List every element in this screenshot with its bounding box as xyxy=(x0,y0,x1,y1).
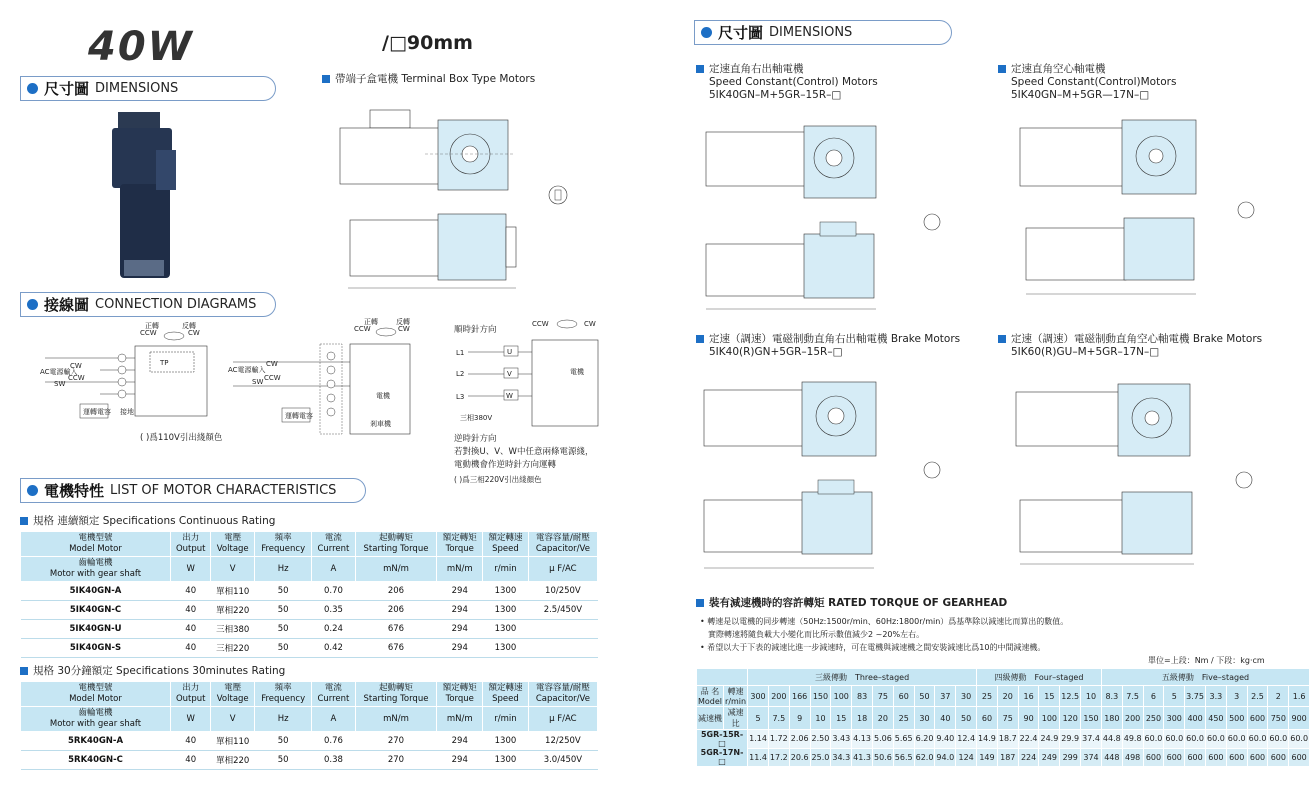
torque-cell: 5.06 xyxy=(872,730,893,749)
torque-cell: 7.5 xyxy=(768,707,789,730)
torque-cell: 18.7 xyxy=(997,730,1018,749)
torque-cell: 75 xyxy=(997,707,1018,730)
torque-cell: 600 xyxy=(1289,748,1310,767)
note-220v: ( )爲三相220V引出綫顏色 xyxy=(454,475,542,484)
square-bullet-icon xyxy=(696,599,704,607)
ground-label: 接地 xyxy=(120,408,134,416)
torque-note-2: 實際轉速將隨負載大小變化而比所示數值減少2 ~20%左右。 xyxy=(708,630,925,639)
torque-cell: 60 xyxy=(893,686,914,707)
torque-cell: 600 xyxy=(1226,748,1247,767)
torque-cell: 250 xyxy=(1143,707,1164,730)
torque-cell: 30 xyxy=(956,686,977,707)
square-bullet-icon xyxy=(20,517,28,525)
torque-cell: 8.3 xyxy=(1101,686,1122,707)
right-dimensions-section-header: 尺寸圖 DIMENSIONS xyxy=(694,20,952,45)
torque-cell: 94.0 xyxy=(935,748,956,767)
terminal-u: U xyxy=(507,348,513,356)
forward-label: 正轉 xyxy=(145,322,159,330)
square-bullet-icon xyxy=(696,65,704,73)
drawing-caption-1: 定速直角右出軸電機 Speed Constant(Control) Motors 5IK40GN–M+5GR–15R–□ xyxy=(696,63,878,102)
torque-cell: 50 xyxy=(956,707,977,730)
characteristics-section-header: 電機特性 LIST OF MOTOR CHARACTERISTICS xyxy=(20,478,366,503)
torque-cell: 50.6 xyxy=(872,748,893,767)
ccw-note-1: 若對換U、V、W中任意兩條電源綫， xyxy=(454,447,594,457)
torque-cell: 50 xyxy=(914,686,935,707)
cw-switch-label: CW xyxy=(70,362,82,370)
motor-label-3: 電機 xyxy=(570,368,584,376)
torque-cell: 600 xyxy=(1185,748,1206,767)
ac-input-label: AC電源輸入 xyxy=(40,368,78,376)
torque-cell: 300 xyxy=(748,686,769,707)
torque-cell: 224 xyxy=(1018,748,1039,767)
torque-note-1: • 轉速是以電機的同步轉速（50Hz:1500r/min、60Hz:1800r/min）爲基準除以減速比而算出的數值。 xyxy=(700,617,1069,626)
cw-switch-label-2: CW xyxy=(266,360,278,368)
torque-cell: 40 xyxy=(935,707,956,730)
torque-cell: 400 xyxy=(1185,707,1206,730)
note-110v: ( )爲110V引出綫顏色 xyxy=(140,433,223,443)
phase-l1: L1 xyxy=(456,349,465,357)
torque-cell: 60.0 xyxy=(1205,730,1226,749)
torque-cell: 374 xyxy=(1081,748,1102,767)
torque-cell: 100 xyxy=(831,686,852,707)
ccw-label-3: CCW xyxy=(532,320,549,328)
torque-unit: 單位=上段：Nm / 下段：kg·cm xyxy=(1148,656,1265,665)
phase-l2: L2 xyxy=(456,370,465,378)
power-title: 40W xyxy=(88,24,194,70)
torque-cell: 29.9 xyxy=(1060,730,1081,749)
torque-cell: 750 xyxy=(1268,707,1289,730)
five-staged-header: 五級傳動 Five–staged xyxy=(1101,669,1309,686)
dimensions-section-header: 尺寸圖 DIMENSIONS xyxy=(20,76,276,101)
torque-cell: 1.6 xyxy=(1289,686,1310,707)
torque-cell: 448 xyxy=(1101,748,1122,767)
torque-cell: 22.4 xyxy=(1018,730,1039,749)
torque-cell: 7.5 xyxy=(1122,686,1143,707)
torque-cell: 44.8 xyxy=(1101,730,1122,749)
torque-cell: 37 xyxy=(935,686,956,707)
drawing-caption-4: 定速（調速）電磁制動直角空心軸電機 Brake Motors 5IK60(R)GU–M+5GR–17N–□ xyxy=(998,333,1262,359)
torque-cell: 600 xyxy=(1143,748,1164,767)
torque-cell: 75 xyxy=(872,686,893,707)
torque-cell: 17.2 xyxy=(768,748,789,767)
torque-section-heading: 裝有減速機時的容許轉矩 RATED TORQUE OF GEARHEAD xyxy=(696,597,1007,610)
torque-cell: 14.9 xyxy=(977,730,998,749)
torque-cell: 41.3 xyxy=(852,748,873,767)
torque-cell: 187 xyxy=(997,748,1018,767)
three-staged-header: 三級傳動 Three–staged xyxy=(748,669,977,686)
switch-label: SW xyxy=(54,380,66,388)
torque-cell: 200 xyxy=(768,686,789,707)
torque-cell: 60 xyxy=(977,707,998,730)
capacitor-label: 運轉電容 xyxy=(83,408,111,416)
square-bullet-icon xyxy=(696,335,704,343)
brake-connection-diagram xyxy=(228,318,418,438)
torque-cell: 3.3 xyxy=(1205,686,1226,707)
torque-cell: 24.9 xyxy=(1039,730,1060,749)
reverse-label-2: 反轉 xyxy=(396,318,410,326)
torque-cell: 20 xyxy=(997,686,1018,707)
table-row: 5IK40GN-S 40 三相220 50 0.42 676 294 1300 xyxy=(21,639,598,658)
torque-cell: 900 xyxy=(1289,707,1310,730)
torque-cell: 60.0 xyxy=(1289,730,1310,749)
torque-cell: 2 xyxy=(1268,686,1289,707)
continuous-rating-heading: 規格 連續額定 Specifications Continuous Rating xyxy=(20,515,275,528)
torque-cell: 120 xyxy=(1060,707,1081,730)
single-phase-connection-diagram xyxy=(40,322,210,432)
three-phase-label: 三相380V xyxy=(460,414,493,422)
torque-cell: 5 xyxy=(748,707,769,730)
continuous-rating-table xyxy=(20,531,598,658)
ccw-switch-label: CCW xyxy=(68,374,85,382)
terminal-box-drawing xyxy=(330,92,580,302)
drawing-caption-3: 定速（調速）電磁制動直角右出軸電機 Brake Motors 5IK40(R)GN+5GR–15R–□ xyxy=(696,333,960,359)
torque-cell: 30 xyxy=(914,707,935,730)
brake-hollow-shaft-motor-drawing xyxy=(1010,364,1274,574)
square-bullet-icon xyxy=(322,75,330,83)
torque-cell: 4.13 xyxy=(852,730,873,749)
torque-speed-row: 品 名 Model 轉速 r/min 300 200 166 150 100 83 75 60 50 37 30 25 20 16 15 12.5 10 8.3 7.5 6 5 3.75 3.3 3 2.5 2 1.6 xyxy=(697,686,1310,707)
frame-size: /□90mm xyxy=(382,32,473,54)
hollow-shaft-motor-drawing xyxy=(1010,104,1274,308)
torque-cell: 180 xyxy=(1101,707,1122,730)
table-header-row: 電機型號 Model Motor 出力 Output 電壓 Voltage 頻率 Frequency 電流 Current 起動轉矩 Starting Torque 額定轉矩 Torque 額定轉速 Speed 電容容量/耐壓 Capacitor/Ve xyxy=(21,682,598,707)
capacitor-label-2: 運轉電容 xyxy=(285,412,313,420)
square-bullet-icon xyxy=(20,667,28,675)
torque-cell: 60.0 xyxy=(1164,730,1185,749)
forward-label-2: 正轉 xyxy=(364,318,378,326)
torque-ratio-row: 减速機 减速比 5 7.5 9 10 15 18 20 25 30 40 50 60 75 90 100 120 150 180 200 250 300 400 450 500 600 750 900 xyxy=(697,707,1310,730)
four-staged-header: 四級傳動 Four–staged xyxy=(977,669,1102,686)
torque-cell: 600 xyxy=(1205,748,1226,767)
torque-cell: 3 xyxy=(1226,686,1247,707)
torque-cell: 6.20 xyxy=(914,730,935,749)
terminal-box-heading: 帶端子盒電機 Terminal Box Type Motors xyxy=(322,73,535,86)
torque-cell: 25.0 xyxy=(810,748,831,767)
torque-cell: 150 xyxy=(1081,707,1102,730)
motor-label: 電機 xyxy=(376,392,390,400)
torque-cell: 12.4 xyxy=(956,730,977,749)
table-row: 5RK40GN-C 40 單相220 50 0.38 270 294 1300 3.0/450V xyxy=(21,751,598,770)
torque-cell: 11.4 xyxy=(748,748,769,767)
torque-cell: 18 xyxy=(852,707,873,730)
torque-note-3: • 希望以大于下表的減速比進一步減速時，可在電機與減速機之間安裝減速比爲10的中間減速機。 xyxy=(700,643,1046,652)
table-row: 5IK40GN-U 40 三相380 50 0.24 676 294 1300 xyxy=(21,620,598,639)
phase-l3: L3 xyxy=(456,393,465,401)
brake-right-shaft-motor-drawing xyxy=(696,364,956,578)
tp-label: TP xyxy=(160,359,169,367)
torque-cell: 90 xyxy=(1018,707,1039,730)
torque-cell: 12.5 xyxy=(1060,686,1081,707)
torque-cell: 600 xyxy=(1164,748,1185,767)
torque-cell: 200 xyxy=(1122,707,1143,730)
ccw-heading: 逆時針方向 xyxy=(454,434,497,444)
torque-cell: 5 xyxy=(1164,686,1185,707)
torque-cell: 3.75 xyxy=(1185,686,1206,707)
drawing-caption-2: 定速直角空心軸電機 Speed Constant(Control)Motors 5IK40GN–M+5GR—17N–□ xyxy=(998,63,1176,102)
torque-cell: 1.72 xyxy=(768,730,789,749)
torque-cell: 9 xyxy=(789,707,810,730)
table-row: 5IK40GN-A 40 單相110 50 0.70 206 294 1300 10/250V xyxy=(21,582,598,601)
torque-cell: 498 xyxy=(1122,748,1143,767)
torque-cell: 2.06 xyxy=(789,730,810,749)
terminal-w: W xyxy=(506,392,513,400)
torque-cell: 20.6 xyxy=(789,748,810,767)
square-bullet-icon xyxy=(998,65,1006,73)
torque-cell: 166 xyxy=(789,686,810,707)
torque-cell: 16 xyxy=(1018,686,1039,707)
brake-label: 剎車機 xyxy=(370,420,391,428)
torque-cell: 25 xyxy=(893,707,914,730)
torque-cell: 37.4 xyxy=(1081,730,1102,749)
cw-label: CW xyxy=(188,329,200,337)
torque-nm-row: 5GR-15R-□ 5GR-17N-□ 1.14 1.72 2.06 2.50 3.43 4.13 5.06 5.65 6.20 9.40 12.4 14.9 18.7 22.4 24.9 29.9 37.4 44.8 49.8 60.0 60.0 60.0 60.0 60.0 60.0 60.0 60.0 xyxy=(697,730,1310,749)
torque-cell: 500 xyxy=(1226,707,1247,730)
torque-cell: 2.50 xyxy=(810,730,831,749)
torque-cell: 450 xyxy=(1205,707,1226,730)
connection-section-header: 接線圖 CONNECTION DIAGRAMS xyxy=(20,292,276,317)
ccw-note-2: 電動機會作逆時針方向運轉 xyxy=(454,460,557,470)
table-header-row: 電機型號 Model Motor 出力 Output 電壓 Voltage 頻率 Frequency 電流 Current 起動轉矩 Starting Torque 額定轉矩 Torque 額定轉速 Speed 電容容量/耐壓 Capacitor/Ve xyxy=(21,532,598,557)
table-subheader-row: 齒輪電機 Motor with gear shaft W V Hz A mN/m mN/m r/min μ F/AC xyxy=(21,557,598,582)
torque-cell: 600 xyxy=(1247,707,1268,730)
torque-table xyxy=(696,668,1310,767)
motor-photo xyxy=(110,110,180,280)
torque-cell: 300 xyxy=(1164,707,1185,730)
bullet-icon xyxy=(27,485,38,496)
torque-cell: 149 xyxy=(977,748,998,767)
table-row: 5RK40GN-A 40 單相110 50 0.76 270 294 1300 12/250V xyxy=(21,732,598,751)
torque-cell: 150 xyxy=(810,686,831,707)
terminal-v: V xyxy=(507,370,512,378)
torque-cell: 5.65 xyxy=(893,730,914,749)
ccw-label: CCW xyxy=(140,329,157,337)
cw-label-2: CW xyxy=(398,325,410,333)
torque-cell: 20 xyxy=(872,707,893,730)
torque-cell: 600 xyxy=(1268,748,1289,767)
ccw-switch-label-2: CCW xyxy=(264,374,281,382)
torque-cell: 60.0 xyxy=(1247,730,1268,749)
square-bullet-icon xyxy=(998,335,1006,343)
table-subheader-row: 齒輪電機 Motor with gear shaft W V Hz A mN/m mN/m r/min μ F/AC xyxy=(21,707,598,732)
torque-cell: 10 xyxy=(810,707,831,730)
torque-cell: 60.0 xyxy=(1268,730,1289,749)
torque-cell: 249 xyxy=(1039,748,1060,767)
bullet-icon xyxy=(27,83,38,94)
torque-cell: 83 xyxy=(852,686,873,707)
torque-cell: 9.40 xyxy=(935,730,956,749)
torque-cell: 3.43 xyxy=(831,730,852,749)
torque-cell: 600 xyxy=(1247,748,1268,767)
torque-cell: 1.14 xyxy=(748,730,769,749)
reverse-label: 反轉 xyxy=(182,322,196,330)
ccw-label-2: CCW xyxy=(354,325,371,333)
torque-cell: 299 xyxy=(1060,748,1081,767)
clockwise-label: 順時針方向 xyxy=(454,325,497,335)
torque-cell: 60.0 xyxy=(1143,730,1164,749)
torque-cell: 60.0 xyxy=(1185,730,1206,749)
torque-cell: 2.5 xyxy=(1247,686,1268,707)
torque-cell: 15 xyxy=(831,707,852,730)
torque-cell: 15 xyxy=(1039,686,1060,707)
ac-input-label-2: AC電源輸入 xyxy=(228,366,266,374)
torque-kgcm-row xyxy=(697,748,1310,767)
right-shaft-motor-drawing xyxy=(696,104,956,320)
torque-group-row xyxy=(697,669,1310,686)
bullet-icon xyxy=(27,299,38,310)
torque-cell: 124 xyxy=(956,748,977,767)
switch-label-2: SW xyxy=(252,378,264,386)
table-row: 5IK40GN-C 40 單相220 50 0.35 206 294 1300 2.5/450V xyxy=(21,601,598,620)
torque-cell: 60.0 xyxy=(1226,730,1247,749)
three-phase-connection-diagram xyxy=(452,318,602,438)
thirty-min-rating-table xyxy=(20,681,598,770)
torque-cell: 56.5 xyxy=(893,748,914,767)
cw-label-3: CW xyxy=(584,320,596,328)
torque-cell: 49.8 xyxy=(1122,730,1143,749)
torque-cell: 62.0 xyxy=(914,748,935,767)
thirty-min-rating-heading: 規格 30分鐘額定 Specifications 30minutes Rating xyxy=(20,665,285,678)
bullet-icon xyxy=(701,27,712,38)
torque-cell: 10 xyxy=(1081,686,1102,707)
torque-cell: 6 xyxy=(1143,686,1164,707)
torque-cell: 34.3 xyxy=(831,748,852,767)
torque-cell: 25 xyxy=(977,686,998,707)
torque-cell: 100 xyxy=(1039,707,1060,730)
